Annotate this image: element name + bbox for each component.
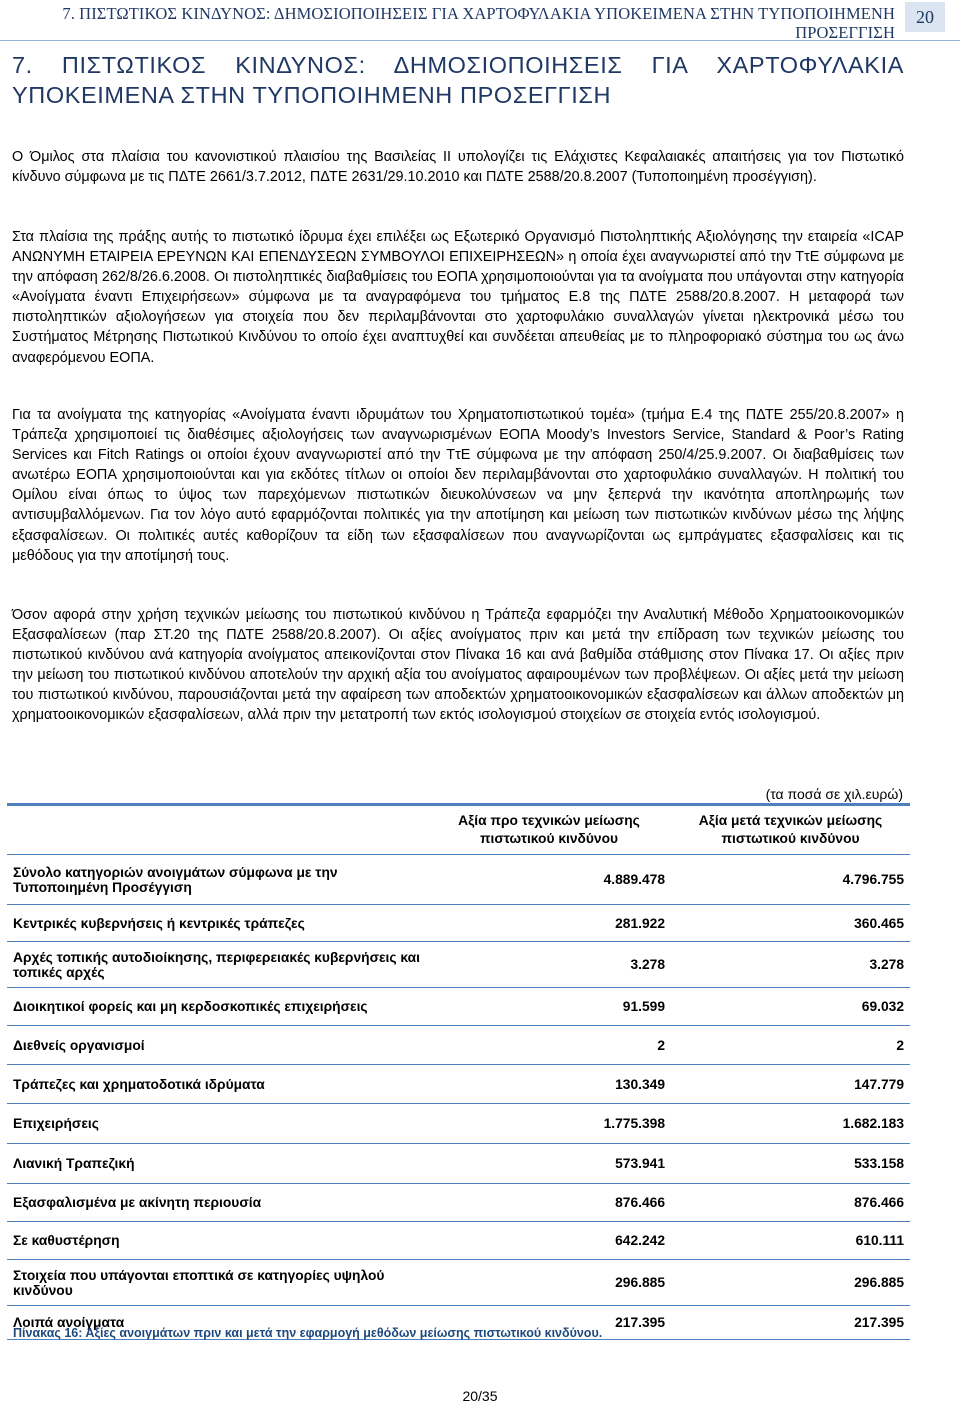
header-value-after: Αξία μετά τεχνικών μείωσης πιστωτικού κινδύνου: [671, 805, 910, 855]
header-category: [7, 805, 427, 855]
row-value-after: 3.278: [671, 942, 910, 988]
header-value-before: Αξία προ τεχνικών μείωσης πιστωτικού κινδύνου: [427, 805, 671, 855]
row-label: Επιχειρήσεις: [7, 1104, 427, 1144]
row-label: Διεθνείς οργανισμοί: [7, 1026, 427, 1065]
paragraph-ecai-institutions: Για τα ανοίγματα της κατηγορίας «Ανοίγματα έναντι ιδρυμάτων του Χρηματοπιστωτικού τομέα» (τμήμα Ε.4 της ΠΔΤΕ 255/20.8.2007» η Τράπεζα χρησιμοποιεί τις διαθέσιμες αξιολογήσεις των αναγνωρισμένων ΕΟΠΑ Moody’s Investors Service, Standard & Poor’s Rating Services και Fitch Ratings οι οποίοι έχουν αναγνωριστεί από την ΤτΕ σύμφωνα με την απόφαση 250/4/25.9.2007. Οι διαβαθμίσεις των ανωτέρω ΕΟΠΑ χρησιμοποιούνται και για εκδότες τίτλων οι οποίοι δεν περιλαμβάνονται στο χαρτοφυλάκιο συναλλαγών. Η πολιτική του Ομίλου είναι όπως το ύψος των παρεχόμενων πιστωτικών διευκολύνσεων να μην ξεπερνά την ικανότητα αποπληρωμής των αντισυμβαλλόμενων. Για τον λόγο αυτό εφαρμόζονται πολιτικές για την αποτίμηση και μείωση των πιστωτικών κινδύνων μέσω της λήψης εξασφαλίσεων. Οι πολιτικές αυτές καθορίζουν τα είδη των εξασφαλίσεων που αναγνωρίζονται ως εμπράγματες εξασφαλίσεις και τις μεθόδους για την αποτίμησή τους.: [12, 407, 904, 564]
row-value-after: 876.466: [671, 1184, 910, 1222]
table-header-row: [7, 805, 910, 855]
row-value-before: 130.349: [427, 1065, 671, 1104]
row-value-before: 217.395: [427, 1306, 671, 1340]
row-value-before: 2: [427, 1026, 671, 1065]
row-label: Αρχές τοπικής αυτοδιοίκησης, περιφερειακές κυβερνήσεις και τοπικές αρχές: [7, 942, 427, 988]
row-value-before: 876.466: [427, 1184, 671, 1222]
row-value-before: 1.775.398: [427, 1104, 671, 1144]
row-label: Λοιπά ανοίγματα: [7, 1306, 427, 1340]
table-row: [7, 905, 910, 942]
footer-page-number: 20/35: [462, 1388, 498, 1404]
row-value-after: 69.032: [671, 988, 910, 1026]
section-title: 7. ΠΙΣΤΩΤΙΚΟΣ ΚΙΝΔΥΝΟΣ: ΔΗΜΟΣΙΟΠΟΙΗΣΕΙΣ ΓΙΑ ΧΑΡΤΟΦΥΛΑΚΙΑ ΥΠΟΚΕΙΜΕΝΑ ΣΤΗΝ ΤΥΠΟΠΟΙΗΜΕΝΗ ΠΡΟΣΕΓΓΙΣΗ: [12, 52, 904, 108]
table-row: [7, 1026, 910, 1065]
row-label: Στοιχεία που υπάγονται εποπτικά σε κατηγορίες υψηλού κινδύνου: [7, 1260, 427, 1306]
row-value-after: 533.158: [671, 1144, 910, 1184]
table-row: [7, 1065, 910, 1104]
row-value-before: 4.889.478: [427, 855, 671, 905]
row-label: Διοικητικοί φορείς και μη κερδοσκοπικές επιχειρήσεις: [7, 988, 427, 1026]
table-row: [7, 1184, 910, 1222]
table-row: [7, 1222, 910, 1260]
row-value-before: 281.922: [427, 905, 671, 942]
row-value-after: 1.682.183: [671, 1104, 910, 1144]
row-value-after: 2: [671, 1026, 910, 1065]
row-value-before: 296.885: [427, 1260, 671, 1306]
row-value-after: 360.465: [671, 905, 910, 942]
row-label: Τράπεζες και χρηματοδοτικά ιδρύματα: [7, 1065, 427, 1104]
table-row: [7, 1104, 910, 1144]
row-label: Εξασφαλισμένα με ακίνητη περιουσία: [7, 1184, 427, 1222]
row-value-before: 573.941: [427, 1144, 671, 1184]
row-label: Κεντρικές κυβερνήσεις ή κεντρικές τράπεζες: [7, 905, 427, 942]
row-value-after: 147.779: [671, 1065, 910, 1104]
exposure-table: [7, 803, 910, 1340]
row-label: Λιανική Τραπεζική: [7, 1144, 427, 1184]
table-caption: Πίνακας 16: Αξίες ανοιγμάτων πριν και μετά την εφαρμογή μεθόδων μείωσης πιστωτικού κινδύνου.: [13, 1326, 603, 1340]
paragraph-capital-requirements: Ο Όμιλος στα πλαίσια του κανονιστικού πλαισίου της Βασιλείας ΙΙ υπολογίζει τις Ελάχιστες Κεφαλαιακές απαιτήσεις για τον Πιστωτικό κίνδυνο σύμφωνα με τις ΠΔΤΕ 2661/3.7.2012, ΠΔΤΕ 2631/29.10.2010 και ΠΔΤΕ 2588/20.8.2007 (Τυποποιημένη προσέγγιση).: [12, 149, 904, 186]
table-units-note: (τα ποσά σε χιλ.ευρώ): [765, 786, 903, 802]
table-row: [7, 942, 910, 988]
row-value-after: 296.885: [671, 1260, 910, 1306]
paragraph-crm-techniques: Όσον αφορά στην χρήση τεχνικών μείωσης του πιστωτικού κινδύνου η Τράπεζα εφαρμόζει την Αναλυτική Μέθοδο Χρηματοοικονομικών Εξασφαλίσεων (παρ ΣΤ.20 της ΠΔΤΕ 2588/20.8.2007). Οι αξίες ανοίγματος πριν και μετά την επίδραση των τεχνικών μείωσης του πιστωτικού κινδύνου ανά κατηγορία ανοίγματος απεικονίζονται στον Πίνακα 16 και ανά βαθμίδα στάθμισης στον Πίνακα 17. Οι αξίες πριν την μείωση του πιστωτικού κινδύνου αποτελούν την αρχική αξία του ανοίγματος αφαιρουμένων των προβλέψεων. Οι αξίες μετά την μείωση του πιστωτικού κινδύνου, παρουσιάζονται μετά την αφαίρεση των αποδεκτών χρηματοοικονομικών εξασφαλίσεων και άλλων αποδεκτών μη χρηματοοικονομικών εξασφαλίσεων, αλλά πριν την μετατροπή των εκτός ισολογισμού στοιχείων σε στοιχεία εντός ισολογισμού.: [12, 607, 904, 724]
paragraph-ecai-icap: Στα πλαίσια της πράξης αυτής το πιστωτικό ίδρυμα έχει επιλέξει ως Εξωτερικό Οργανισμό Πιστοληπτικής Αξιολόγησης την εταιρεία «ICAP ΑΝΩΝΥΜΗ ΕΤΑΙΡΕΙΑ ΕΡΕΥΝΩΝ ΚΑΙ ΕΠΕΝΔΥΣΕΩΝ ΣΥΜΒΟΥΛΟΙ ΕΠΙΧΕΙΡΗΣΕΩΝ» η οποία έχει αναγνωριστεί από την ΤτΕ σύμφωνα με την απόφαση 262/8/26.6.2008. Οι πιστοληπτικές διαβαθμίσεις του ΕΟΠΑ χρησιμοποιούνται για τα ανοίγματα που υπάγονται στην κατηγορία «Ανοίγματα έναντι Επιχειρήσεων» σύμφωνα με τα αναγραφόμενα του τμήματος Ε.8 της ΠΔΤΕ 2588/20.8.2007. Η μεταφορά των πιστοληπτικών αξιολογήσεων για στοιχεία που δεν περιλαμβάνονται στο χαρτοφυλάκιο συναλλαγών γίνεται ηλεκτρονικά μέσω του Συστήματος Μέτρησης Πιστωτικού Κινδύνου το οποίο έχει αναπτυχθεί και συνδέεται απευθείας με το πληροφοριακό σύστημα του ως άνω αναφερόμενου ΕΟΠΑ.: [12, 229, 904, 366]
row-value-before: 642.242: [427, 1222, 671, 1260]
table-row: [7, 1260, 910, 1306]
header-page-number: 20: [905, 2, 945, 32]
row-value-after: 610.111: [671, 1222, 910, 1260]
row-value-before: 91.599: [427, 988, 671, 1026]
header-divider: [0, 40, 960, 41]
table-row: [7, 1144, 910, 1184]
row-value-after: 217.395: [671, 1306, 910, 1340]
row-value-after: 4.796.755: [671, 855, 910, 905]
running-header-title: 7. ΠΙΣΤΩΤΙΚΟΣ ΚΙΝΔΥΝΟΣ: ΔΗΜΟΣΙΟΠΟΙΗΣΕΙΣ ΓΙΑ ΧΑΡΤΟΦΥΛΑΚΙΑ ΥΠΟΚΕΙΜΕΝΑ ΣΤΗΝ ΤΥΠΟΠΟΙΗΜΕΝΗ ΠΡΟΣΕΓΓΙΣΗ: [62, 4, 895, 42]
table-row: [7, 855, 910, 905]
row-label: Σε καθυστέρηση: [7, 1222, 427, 1260]
table-row: [7, 988, 910, 1026]
row-label: Σύνολο κατηγοριών ανοιγμάτων σύμφωνα με την Τυποποιημένη Προσέγγιση: [7, 855, 427, 905]
row-value-before: 3.278: [427, 942, 671, 988]
